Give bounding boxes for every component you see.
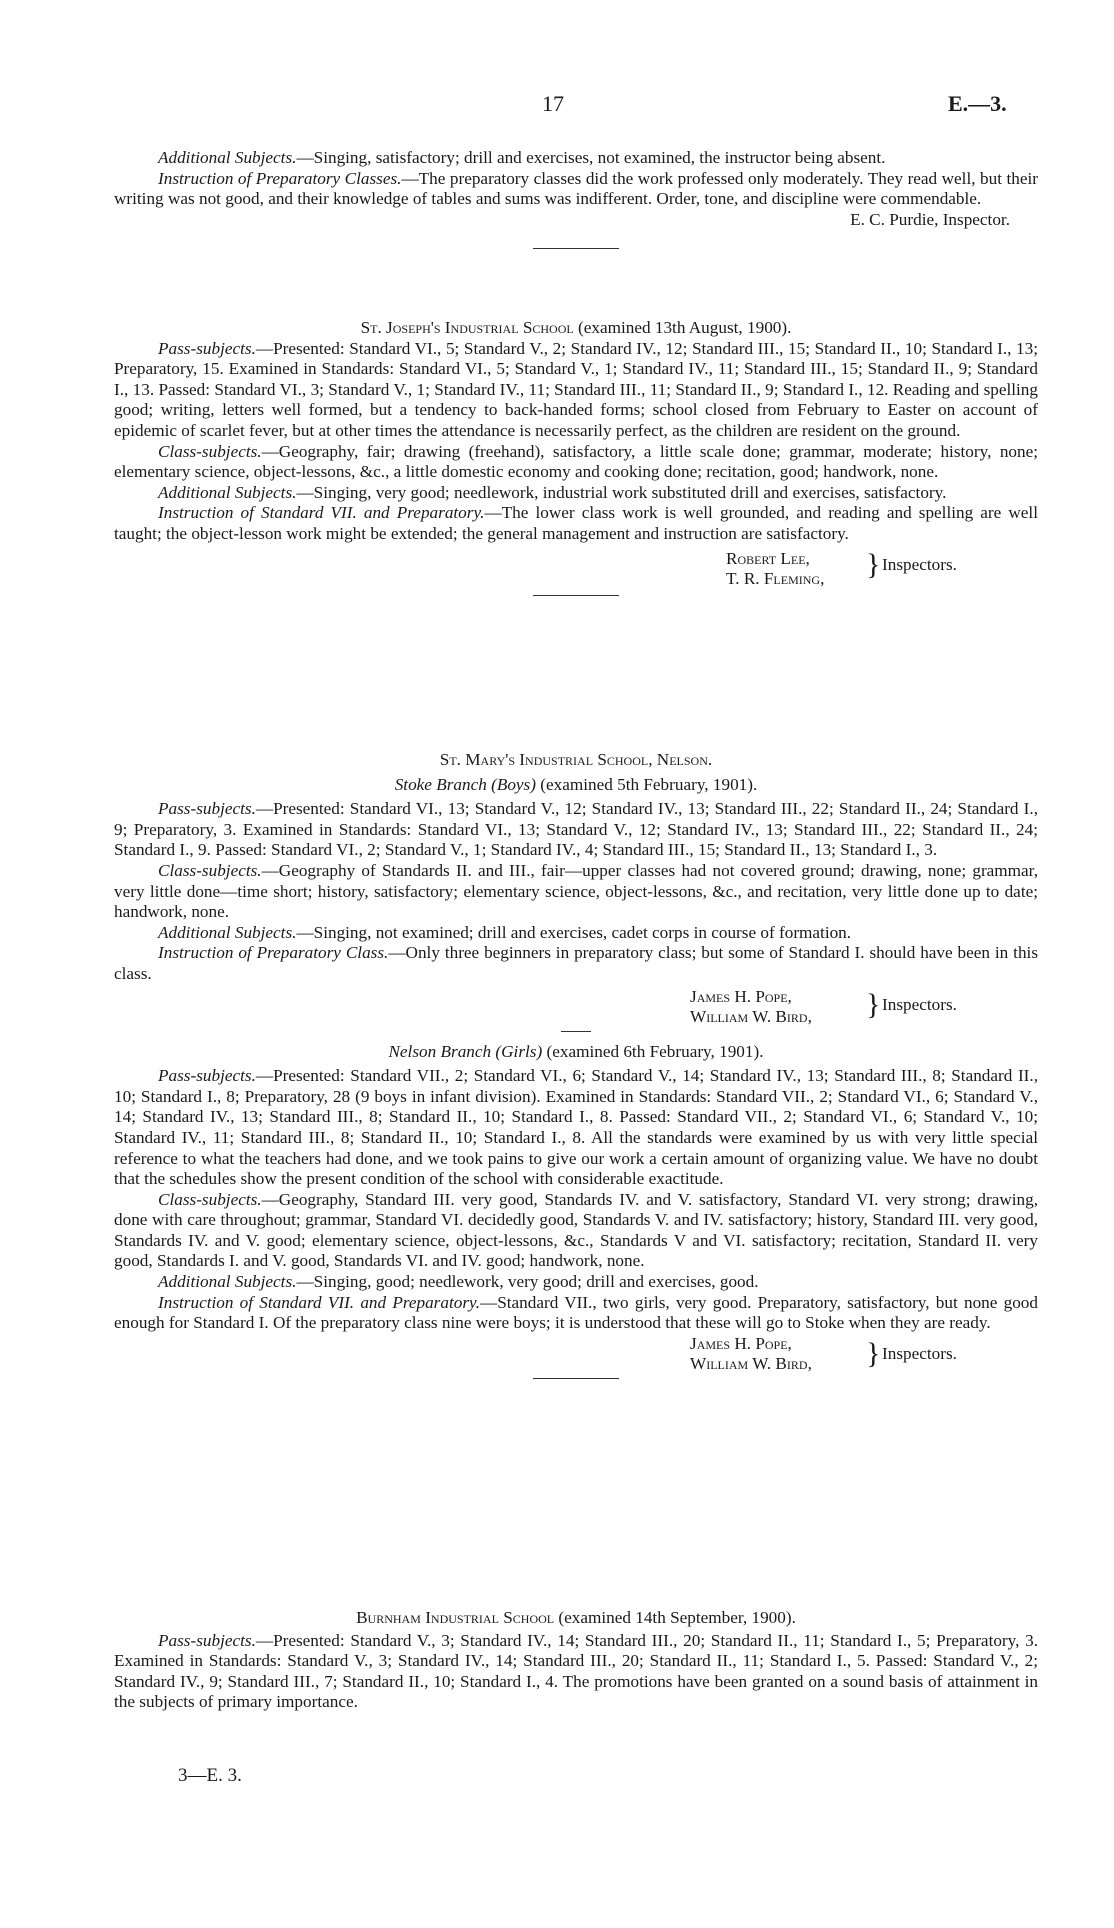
section-title: St. Mary's Industrial School, Nelson. bbox=[439, 750, 713, 769]
inspectors-role: Inspectors. bbox=[882, 554, 957, 574]
branch-title: Nelson Branch (Girls) (examined 6th February, 1901). bbox=[388, 1041, 764, 1061]
inspectors-signature bbox=[114, 545, 1038, 589]
paragraph: Pass-subjects.—Presented: Standard V., 3; Standard IV., 14; Standard III., 20; Standard II., 11; Standard I., 5; Preparatory, 3. Examined in Standards: Standard V., 3; Standard IV., 14; Standard III., 20; Standard II., 11; Standard I., 5. Passed: Standard V., 2; Standard IV., 9; Standard III., 7; Standard II., 10; Standard I., 4. The promotions have been granted on a sound basis of attainment in the subjects of primary importance. bbox=[114, 1630, 1038, 1712]
branch-title: Stoke Branch (Boys) (examined 5th February, 1901). bbox=[394, 774, 758, 794]
paragraph: Instruction of Standard VII. and Preparatory.—Standard VII., two girls, very good. Preparatory, satisfactory, but none good enough for Standard I. Of the preparatory class nine were boys; it is understood that these will go to Stoke when they are ready. bbox=[114, 1292, 1038, 1333]
inspectors-role: Inspectors. bbox=[882, 1343, 957, 1363]
paragraph: Additional Subjects.—Singing, not examined; drill and exercises, cadet corps in course of formation. bbox=[158, 922, 852, 942]
st-joseph-section bbox=[114, 318, 1038, 596]
page-number: 17 bbox=[542, 91, 564, 116]
inspector-name: William W. Bird, bbox=[690, 1006, 812, 1026]
paragraph: Pass-subjects.—Presented: Standard VII., 2; Standard VI., 6; Standard V., 14; Standard IV., 13; Standard III., 8; Standard II., 10; Standard I., 8; Preparatory, 28 (9 boys in infant division). Examined in Standards: Standard VII., 2; Standard VI., 6; Standard V., 14; Standard IV., 13; Standard III., 8; Standard II., 10; Standard I., 8. Passed: Standard VII., 2; Standard VI., 6; Standard V., 10; Standard IV., 11; Standard III., 8; Standard II., 10; Standard I., 8. All the standards were examined by us with very little special reference to what the teachers had done, and we took pains to give our work a certain amount of organizing value. We have no doubt that the schedules show the present condition of the school with considerable exactitude. bbox=[114, 1066, 1038, 1189]
paragraph: Instruction of Preparatory Classes.—The preparatory classes did the work professed only moderately. They read well, but their writing was not good, and their knowledge of tables and sums was indifferent. Order, tone, and discipline were commendable. bbox=[114, 168, 1038, 209]
paragraph: Instruction of Preparatory Class.—Only three beginners in preparatory class; but some of Standard I. should have been in this class. bbox=[114, 943, 1039, 983]
purdie-section bbox=[114, 148, 1038, 249]
paragraph: Class-subjects.—Geography, Standard III. very good, Standards IV. and V. satisfactory, Standard VI. very strong; drawing, done with care throughout; grammar, Standard VI. decidedly good, Standards V. and IV. satisfactory; history, Standard III. very good, Standards IV. and V. good; elementary science, object-lessons, &c., Standards V and VI. satisfactory; recitation, Standard II. very good, Standards I. and V. good, Standards VI. and IV. good; handwork, none. bbox=[114, 1189, 1038, 1271]
paragraph: Instruction of Standard VII. and Preparatory.—The lower class work is well grounded, and reading and spelling are well taught; the object-lesson work might be extended; the general management and instruction are satisfactory. bbox=[114, 503, 1038, 543]
brace-icon: } bbox=[866, 547, 881, 581]
brace-icon: } bbox=[866, 1336, 881, 1370]
inspector-name: James H. Pope, bbox=[690, 986, 792, 1006]
paragraph: Class-subjects.—Geography of Standards II. and III., fair—upper classes had not covered ground; drawing, none; grammar, very little done—time short; history, satisfactory; elementary science, object-lessons, &c., and recitation, very little done up to date; handwork, none. bbox=[114, 860, 1038, 922]
section-divider bbox=[533, 595, 619, 596]
document-reference: E.—3. bbox=[948, 91, 1007, 116]
inspector-name: T. R. Fleming, bbox=[726, 568, 825, 588]
inspectors-signature bbox=[114, 985, 1038, 1029]
paragraph: Additional Subjects.—Singing, good; needlework, very good; drill and exercises, good. bbox=[158, 1272, 759, 1292]
inspector-name: Robert Lee, bbox=[726, 548, 810, 568]
paragraph: Pass-subjects.—Presented: Standard VI., 5; Standard V., 2; Standard IV., 12; Standard III., 15; Standard II., 10; Standard I., 13; Preparatory, 15. Examined in Standards: Standard VI., 5; Standard V., 1; Standard IV., 11; Standard III., 15; Standard II., 9; Standard I., 13. Passed: Standard VI., 3; Standard V., 1; Standard IV., 11; Standard III., 11; Standard II., 9; Standard I., 12. Reading and spelling good; writing, letters well formed, but a tendency to back-handed forms; school closed from February to Easter on account of epidemic of scarlet fever, but at other times the attendance is necessarily perfect, as the children are resident on the ground. bbox=[114, 338, 1038, 440]
paragraph: Pass-subjects.—Presented: Standard VI., 13; Standard V., 12; Standard IV., 13; Standard III., 22; Standard II., 24; Standard I., 9; Preparatory, 3. Examined in Standards: Standard VI., 13; Standard V., 12; Standard IV., 13; Standard III., 22; Standard II., 24; Standard I., 9. Passed: Standard VI., 2; Standard V., 1; Standard IV., 4; Standard III., 15; Standard II., 13; Standard I., 3. bbox=[114, 799, 1038, 860]
signature-mark: 3—E. 3. bbox=[178, 1765, 242, 1786]
section-divider bbox=[561, 1031, 591, 1032]
inspectors-role: Inspectors. bbox=[882, 994, 957, 1014]
inspector-name: James H. Pope, bbox=[690, 1333, 792, 1353]
paragraph: Additional Subjects.—Singing, satisfactory; drill and exercises, not examined, the instructor being absent. bbox=[158, 148, 886, 167]
paragraph: Class-subjects.—Geography, fair; drawing (freehand), satisfactory, a little scale done; grammar, moderate; history, none; elementary science, object-lessons, &c., a little domestic economy and cooking done; recitation, good; handwork, none. bbox=[114, 441, 1038, 482]
inspector-signature: E. C. Purdie, Inspector. bbox=[850, 209, 1010, 229]
section-divider bbox=[533, 248, 619, 249]
burnham-section bbox=[114, 1608, 1038, 1713]
section-title: St. Joseph's Industrial School (examined 13th August, 1900). bbox=[360, 318, 792, 337]
brace-icon: } bbox=[866, 987, 881, 1021]
inspectors-signature bbox=[114, 1334, 1038, 1378]
section-divider bbox=[533, 1378, 619, 1379]
inspector-name: William W. Bird, bbox=[690, 1353, 812, 1373]
section-title: Burnham Industrial School (examined 14th September, 1900). bbox=[356, 1608, 796, 1627]
page-header bbox=[0, 91, 1114, 124]
st-mary-section bbox=[114, 750, 1038, 1379]
paragraph: Additional Subjects.—Singing, very good; needlework, industrial work substituted drill and exercises, satisfactory. bbox=[158, 482, 947, 502]
